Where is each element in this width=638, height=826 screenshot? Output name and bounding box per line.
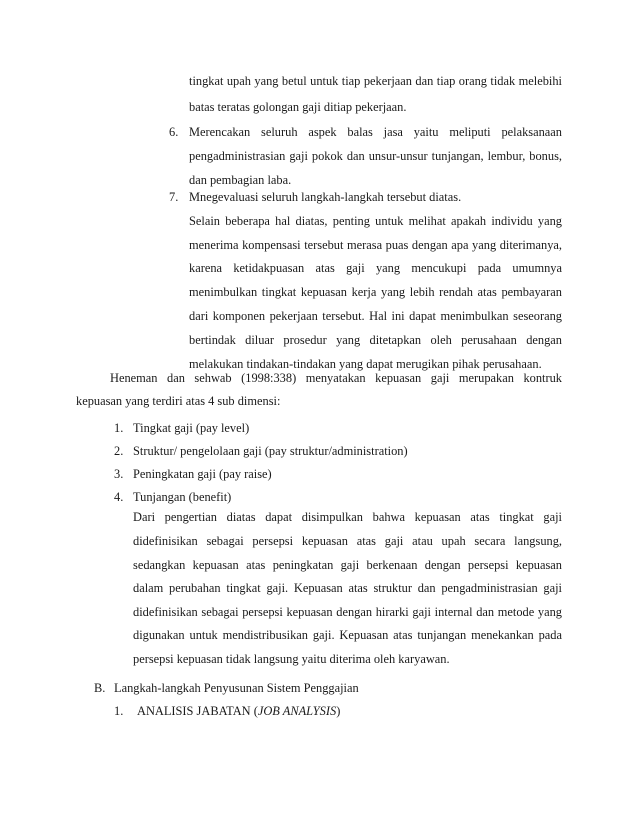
text-line: bertindak diluar prosedur yang ditetapkan oleh perusahaan dengan [189,333,562,347]
text-line: pengadministrasian gaji pokok dan unsur-unsur tunjangan, lembur, bonus, [189,149,562,163]
text-line: batas teratas golongan gaji ditiap pekerjaan. [189,100,407,114]
list-number: 1. [114,704,124,718]
text-line: dalam perubahan tingkat gaji. Kepuasan atas struktur dan pengadministrasian gaji [133,581,562,595]
list-number: 6. [169,125,179,139]
subsection-title-suffix: ) [336,704,341,718]
list-item: Peningkatan gaji (pay raise) [133,467,272,481]
text-line: persepsi kepuasan tidak langsung yaitu diterima oleh karyawan. [133,652,450,666]
text-line: karena ketidakpuasan atas gaji yang mencukupi pada umumnya [189,261,562,275]
section-heading: Langkah-langkah Penyusunan Sistem Penggajian [114,681,359,695]
list-number: 4. [114,490,124,504]
text-line: Selain beberapa hal diatas, penting untuk melihat apakah individu yang [189,214,562,228]
text-line: menerima kompensasi tersebut merasa puas dengan apa yang diterimanya, [189,238,562,252]
list-item: Struktur/ pengelolaan gaji (pay struktur/administration) [133,444,408,458]
text-line: sedangkan kepuasan atas peningkatan gaji berkenaan dengan persepsi kepuasan [133,558,562,572]
subsection-title-prefix: ANALISIS JABATAN ( [137,704,258,718]
text-line: Mnegevaluasi seluruh langkah-langkah tersebut diatas. [189,190,462,204]
subsection-title-italic: JOB ANALYSIS [257,704,337,718]
text-line: dari komponen pekerjaan tersebut. Hal ini dapat menimbulkan seseorang [189,309,562,323]
list-item: Tingkat gaji (pay level) [133,421,250,435]
list-number: 2. [114,444,124,458]
text-line: Dari pengertian diatas dapat disimpulkan bahwa kepuasan atas tingkat gaji [133,510,562,524]
list-number: 3. [114,467,124,481]
text-line: Heneman dan sehwab (1998:338) menyatakan kepuasan gaji merupakan kontruk [110,371,562,385]
text-line: menimbulkan tingkat kepuasan kerja yang lebih rendah atas pembayaran [189,285,562,299]
text-line: digunakan untuk mendistribusikan gaji. Kepuasan atas tunjangan menekankan pada [133,628,562,642]
text-line: kepuasan yang terdiri atas 4 sub dimensi: [76,394,281,408]
list-item: Tunjangan (benefit) [133,490,232,504]
subsection-heading [137,703,340,719]
text-line: Merencakan seluruh aspek balas jasa yaitu meliputi pelaksanaan [189,125,562,139]
section-letter: B. [94,681,106,695]
list-number: 7. [169,190,179,204]
text-line: didefinisikan sebagai persepsi kepuasan atas gaji atau upah secara langsung, [133,534,562,548]
text-line: didefinisikan sebagai persepsi kepuasan dengan hirarki gaji internal dan metode yang [133,605,562,619]
text-line: dan pembagian laba. [189,173,292,187]
text-line: tingkat upah yang betul untuk tiap pekerjaan dan tiap orang tidak melebihi [189,74,562,88]
text-line: melakukan tindakan-tindakan yang dapat merugikan pihak perusahaan. [189,357,542,371]
list-number: 1. [114,421,124,435]
